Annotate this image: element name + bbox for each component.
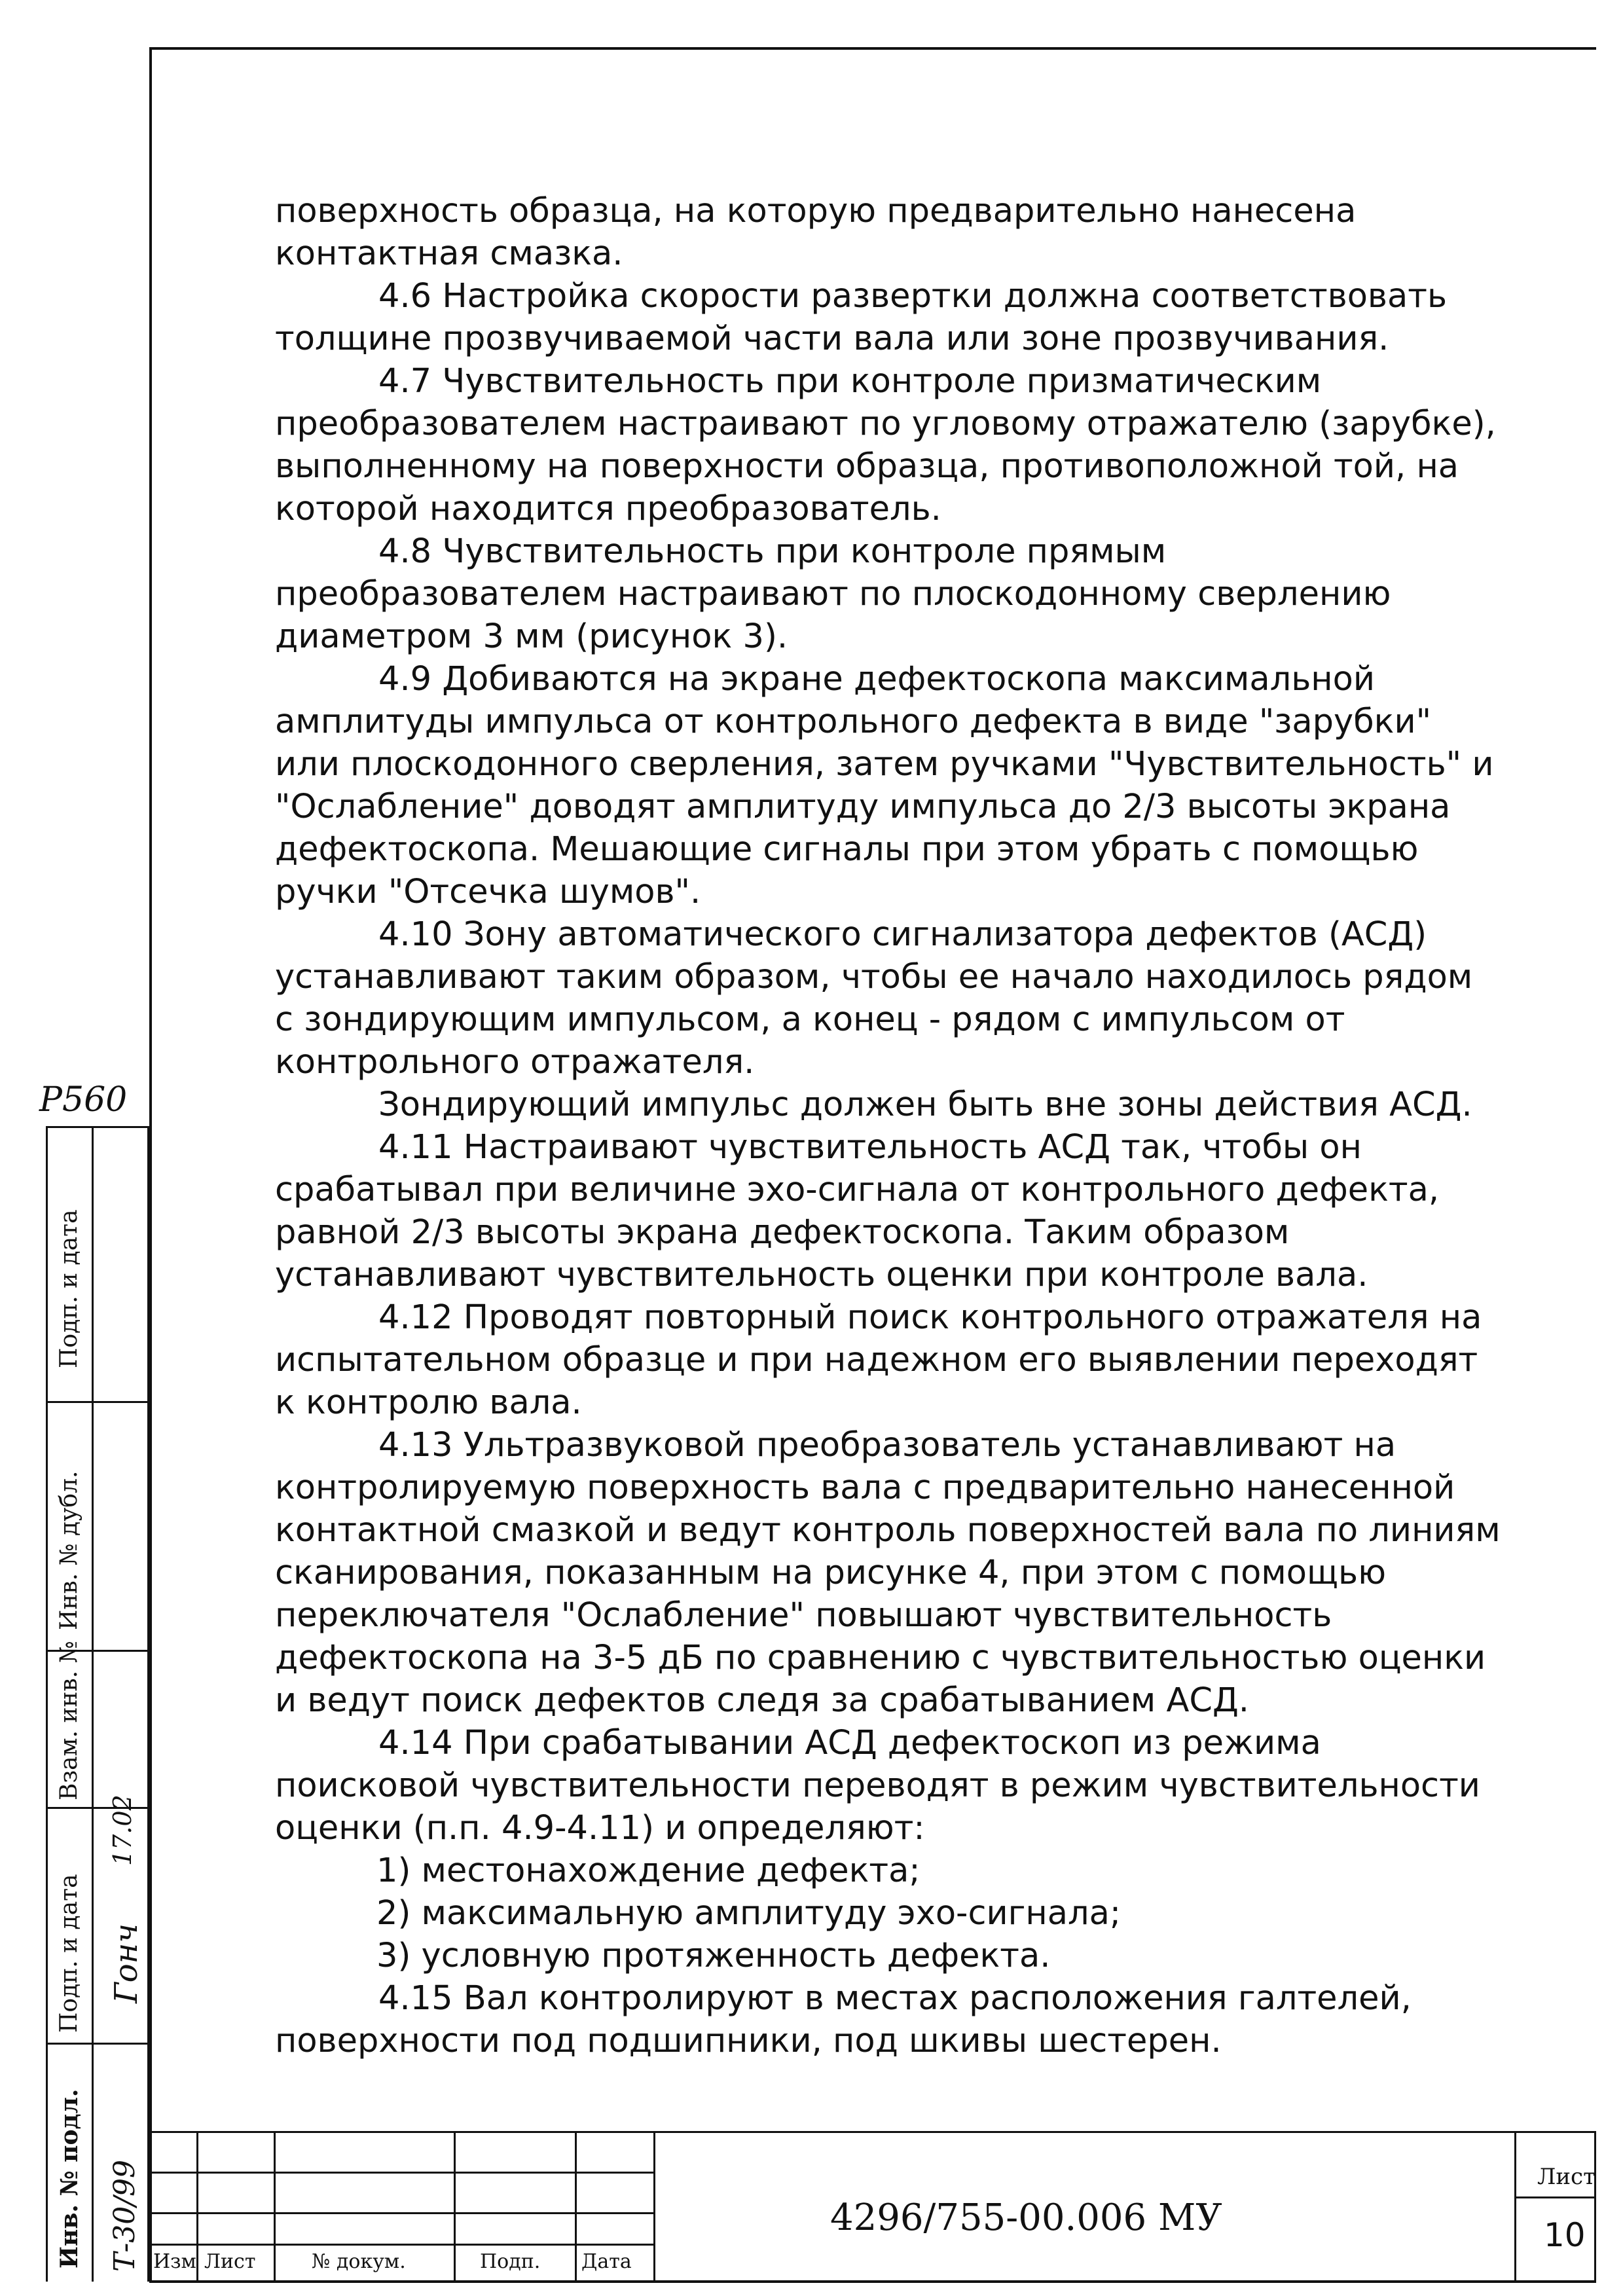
stamp-sheet-line — [1514, 2196, 1596, 2198]
stamp-col-0 — [149, 2131, 151, 2280]
body-line: поверхность образца, на которую предварительно нанесена — [275, 192, 1357, 230]
stamp-label-doc: № докум. — [312, 2250, 406, 2273]
sheet-label: Лист — [1537, 2164, 1596, 2190]
body-line: испытательном образце и при надежном его выявлении переходят — [275, 1341, 1478, 1379]
body-line: 4.10 Зону автоматического сигнализатора дефектов (АСД) — [378, 915, 1427, 954]
body-line: 4.7 Чувствительность при контроле призматическим — [378, 362, 1322, 401]
body-line: устанавливают чувствительность оценки при контроле вала. — [275, 1256, 1368, 1294]
body-line: 4.15 Вал контролируют в местах расположения галтелей, — [378, 1979, 1412, 2018]
body-line: с зондирующим импульсом, а конец - рядом с импульсом от — [275, 1000, 1345, 1039]
title-block — [149, 2131, 1596, 2280]
body-line: толщине прозвучиваемой части вала или зоне прозвучивания. — [275, 319, 1389, 358]
handwritten-code: P560 — [39, 1080, 128, 1120]
body-line: контрольного отражателя. — [275, 1043, 755, 1082]
body-line: 3) условную протяженность дефекта. — [376, 1937, 1051, 1975]
body-line: диаметром 3 мм (рисунок 3). — [275, 617, 788, 656]
body-line: переключателя "Ослабление" повышают чувствительность — [275, 1596, 1332, 1635]
body-line: 4.6 Настройка скорости развертки должна соответствовать — [378, 277, 1447, 316]
handwritten-date: 17.02 — [108, 1795, 137, 1866]
body-line: и ведут поиск дефектов следя за срабатыванием АСД. — [275, 1681, 1250, 1720]
stamp-top-line — [149, 2131, 1596, 2133]
body-line: поисковой чувствительности переводят в режим чувствительности — [275, 1766, 1480, 1805]
body-line: контролируемую поверхность вала с предварительно нанесенной — [275, 1468, 1455, 1507]
body-line: "Ослабление" доводят амплитуду импульса до 2/3 высоты экрана — [275, 788, 1451, 826]
document-body — [275, 190, 1558, 2062]
body-line: дефектоскопа. Мешающие сигналы при этом убрать с помощью — [275, 830, 1419, 869]
sheet-number: 10 — [1544, 2216, 1586, 2254]
stamp-col-6 — [1514, 2131, 1516, 2280]
body-line: которой находится преобразователь. — [275, 490, 941, 528]
body-line: 4.11 Настраивают чувствительность АСД так, чтобы он — [378, 1128, 1362, 1167]
label-vzam-inv: Взам. инв. № — [56, 1641, 82, 1800]
stamp-label-list: Лист — [204, 2250, 256, 2273]
side-margin-table — [46, 1126, 151, 2282]
frame-top-border — [149, 47, 1596, 50]
stamp-label-data: Дата — [581, 2250, 632, 2273]
label-podp-data-bottom: Подп. и дата — [56, 1874, 82, 2033]
body-line: дефектоскопа на 3-5 дБ по сравнению с чувствительностью оценки — [275, 1639, 1486, 1677]
stamp-col-7 — [1594, 2131, 1596, 2280]
body-line: срабатывал при величине эхо-сигнала от контрольного дефекта, — [275, 1171, 1440, 1209]
body-line: 4.9 Добиваются на экране дефектоскопа максимальной — [378, 660, 1375, 699]
stamp-header-line — [149, 2244, 653, 2246]
body-line: поверхности под подшипники, под шкивы шестерен. — [275, 2022, 1222, 2060]
body-line: выполненному на поверхности образца, противоположной той, на — [275, 447, 1459, 486]
stamp-col-4 — [575, 2131, 577, 2280]
side-row-1 — [46, 1401, 151, 1403]
body-line: ручки "Отсечка шумов". — [275, 873, 701, 911]
handwritten-inv-number: Т-30/99 — [108, 2159, 141, 2272]
stamp-row-line-1 — [149, 2172, 653, 2174]
body-line: контактной смазкой и ведут контроль поверхностей вала по линиям — [275, 1511, 1501, 1550]
side-divider-outer — [92, 1126, 94, 2282]
stamp-col-5 — [653, 2131, 655, 2280]
side-edge — [46, 1126, 48, 2282]
document-number: 4296/755-00.006 МУ — [830, 2196, 1222, 2239]
label-podp-data-top: Подп. и дата — [56, 1209, 82, 1368]
label-inv-dubl: Инв. № дубл. — [56, 1470, 82, 1630]
stamp-col-2 — [274, 2131, 276, 2280]
stamp-col-1 — [196, 2131, 198, 2280]
body-line: контактная смазка. — [275, 234, 623, 273]
body-line: устанавливают таким образом, чтобы ее начало находилось рядом — [275, 958, 1473, 996]
body-line: 1) местонахождение дефекта; — [376, 1851, 921, 1890]
body-line: Зондирующий импульс должен быть вне зоны действия АСД. — [378, 1085, 1472, 1124]
stamp-label-izm: Изм — [153, 2250, 196, 2273]
body-line: преобразователем настраивают по плоскодонному сверлению — [275, 575, 1391, 613]
body-line: равной 2/3 высоты экрана дефектоскопа. Таким образом — [275, 1213, 1290, 1252]
body-line: преобразователем настраивают по угловому отражателю (зарубке), — [275, 405, 1496, 443]
body-line: 4.13 Ультразвуковой преобразователь устанавливают на — [378, 1426, 1396, 1465]
label-inv-podl: Инв. № подл. — [56, 2088, 83, 2269]
body-line: 4.12 Проводят повторный поиск контрольного отражателя на — [378, 1298, 1482, 1337]
side-row-top — [46, 1126, 151, 1128]
side-divider-inner — [147, 1126, 149, 2282]
handwritten-signature: Гонч — [108, 1923, 145, 2003]
frame-bottom-border — [149, 2280, 1596, 2283]
body-line: сканирования, показанным на рисунке 4, при этом с помощью — [275, 1554, 1386, 1592]
stamp-label-podp: Подп. — [480, 2250, 541, 2273]
body-line: 4.8 Чувствительность при контроле прямым — [378, 532, 1167, 571]
body-line: амплитуды импульса от контрольного дефекта в виде "зарубки" — [275, 702, 1432, 741]
body-line: оценки (п.п. 4.9-4.11) и определяют: — [275, 1809, 925, 1848]
body-line: 4.14 При срабатывании АСД дефектоскоп из режима — [378, 1724, 1321, 1762]
body-line: или плоскодонного сверления, затем ручками "Чувствительность" и — [275, 745, 1494, 784]
body-line: к контролю вала. — [275, 1383, 582, 1422]
stamp-col-3 — [454, 2131, 456, 2280]
side-row-4 — [46, 2043, 151, 2045]
stamp-row-line-2 — [149, 2212, 653, 2214]
body-line: 2) максимальную амплитуду эхо-сигнала; — [376, 1894, 1122, 1933]
